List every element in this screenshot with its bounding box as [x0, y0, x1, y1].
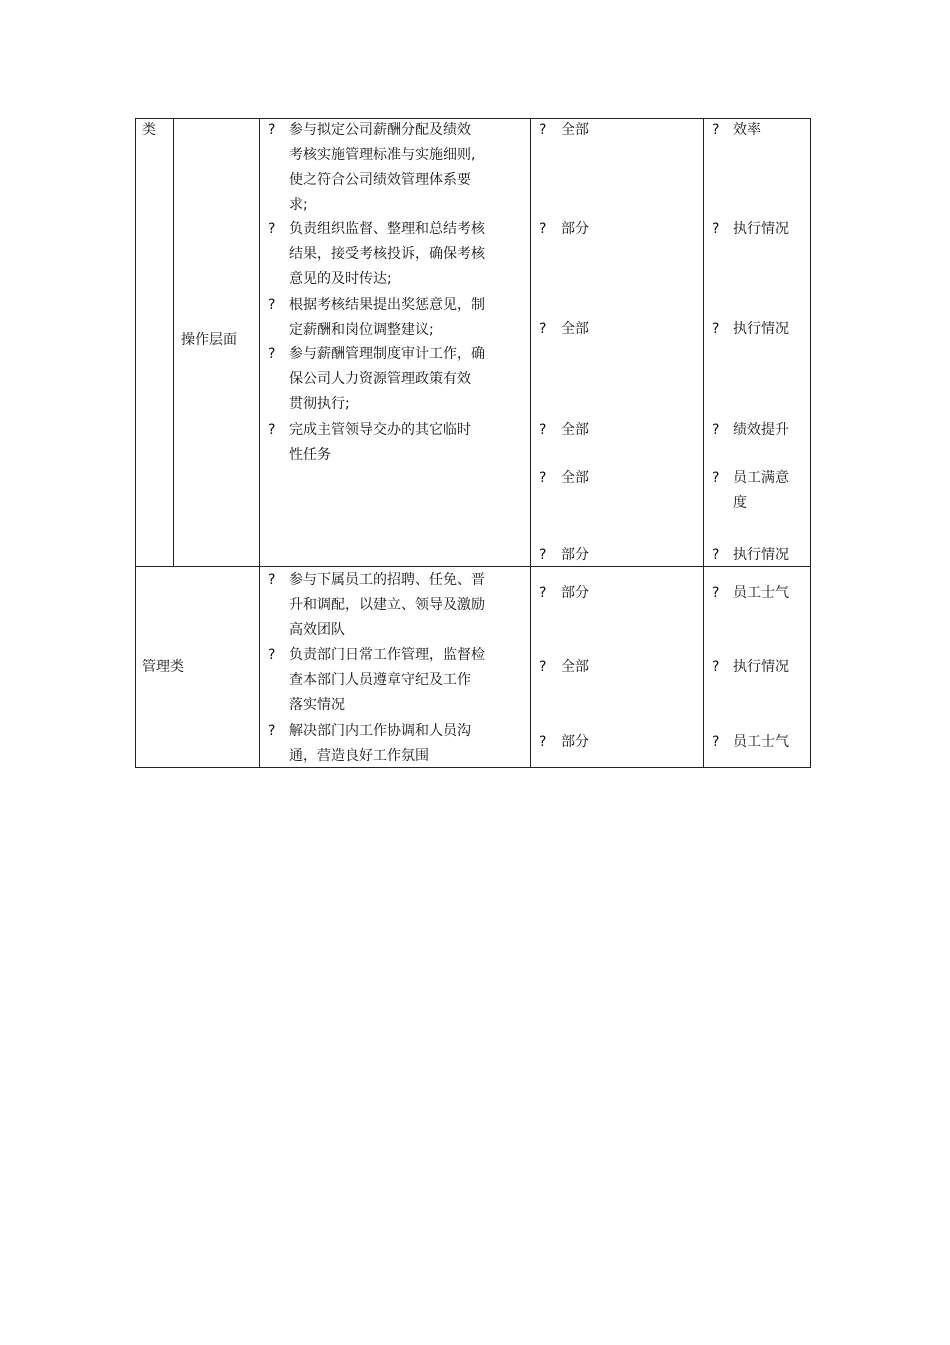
- bullet-marker: ?: [712, 659, 720, 675]
- bullet-marker: ?: [539, 734, 547, 750]
- bullet-marker: ?: [539, 321, 547, 337]
- duty-text: 参与薪酬管理制度审计工作，确 保公司人力资源管理政策有效 贯彻执行;: [289, 346, 485, 412]
- scope-value: 部分: [561, 734, 589, 750]
- bullet-marker: ?: [268, 572, 276, 588]
- indicator-value: 执行情况: [733, 321, 789, 337]
- bullet-marker: ?: [712, 585, 720, 601]
- scope-value: 部分: [561, 547, 589, 563]
- bullet-marker: ?: [712, 470, 720, 486]
- bullet-marker: ?: [268, 346, 276, 362]
- indicator-value: 效率: [733, 122, 761, 138]
- scope-value: 部分: [561, 585, 589, 601]
- table-border-right: [810, 118, 811, 768]
- bullet-marker: ?: [268, 647, 276, 663]
- table-row-divider: [135, 566, 811, 567]
- table-col-divider: [259, 118, 260, 768]
- indicator-value: 员工满意 度: [733, 470, 789, 511]
- bullet-marker: ?: [712, 422, 720, 438]
- table-border-bottom: [135, 767, 811, 768]
- bullet-marker: ?: [268, 122, 276, 138]
- scope-value: 全部: [561, 122, 589, 138]
- bullet-marker: ?: [539, 585, 547, 601]
- bullet-marker: ?: [268, 297, 276, 313]
- duty-text: 根据考核结果提出奖惩意见，制 定薪酬和岗位调整建议;: [289, 297, 485, 338]
- duty-text: 参与下属员工的招聘、任免、晋 升和调配，以建立、领导及激励 高效团队: [289, 572, 485, 638]
- scope-value: 部分: [561, 221, 589, 237]
- bullet-marker: ?: [712, 221, 720, 237]
- table-col-divider: [530, 118, 531, 768]
- scope-value: 全部: [561, 422, 589, 438]
- bullet-marker: ?: [268, 723, 276, 739]
- scope-value: 全部: [561, 321, 589, 337]
- bullet-marker: ?: [539, 221, 547, 237]
- bullet-marker: ?: [539, 547, 547, 563]
- duty-text: 完成主管领导交办的其它临时 性任务: [289, 422, 471, 463]
- indicator-value: 员工士气: [733, 585, 789, 601]
- bullet-marker: ?: [268, 221, 276, 237]
- bullet-marker: ?: [539, 422, 547, 438]
- scope-value: 全部: [561, 659, 589, 675]
- table-border-left: [135, 118, 136, 768]
- bullet-marker: ?: [539, 122, 547, 138]
- duty-text: 负责部门日常工作管理，监督检 查本部门人员遵章守纪及工作 落实情况: [289, 647, 485, 713]
- table-col-divider: [703, 118, 704, 768]
- category-label: 管理类: [142, 659, 184, 675]
- scope-value: 全部: [561, 470, 589, 486]
- bullet-marker: ?: [712, 321, 720, 337]
- indicator-value: 执行情况: [733, 547, 789, 563]
- bullet-marker: ?: [712, 734, 720, 750]
- indicator-value: 员工士气: [733, 734, 789, 750]
- bullet-marker: ?: [712, 122, 720, 138]
- indicator-value: 执行情况: [733, 221, 789, 237]
- bullet-marker: ?: [539, 470, 547, 486]
- table-col-divider: [173, 118, 174, 567]
- indicator-value: 执行情况: [733, 659, 789, 675]
- sub-category-label: 操作层面: [181, 332, 237, 348]
- duty-text: 负责组织监督、整理和总结考核 结果，接受考核投诉，确保考核 意见的及时传达;: [289, 221, 485, 287]
- responsibility-table: [135, 118, 811, 768]
- bullet-marker: ?: [268, 422, 276, 438]
- duty-text: 解决部门内工作协调和人员沟 通，营造良好工作氛围: [289, 723, 471, 764]
- bullet-marker: ?: [539, 659, 547, 675]
- duty-text: 参与拟定公司薪酬分配及绩效 考核实施管理标准与实施细则, 使之符合公司绩效管理体系要 求;: [289, 122, 476, 213]
- category-fragment: 类: [142, 122, 156, 138]
- indicator-value: 绩效提升: [733, 422, 789, 438]
- bullet-marker: ?: [712, 547, 720, 563]
